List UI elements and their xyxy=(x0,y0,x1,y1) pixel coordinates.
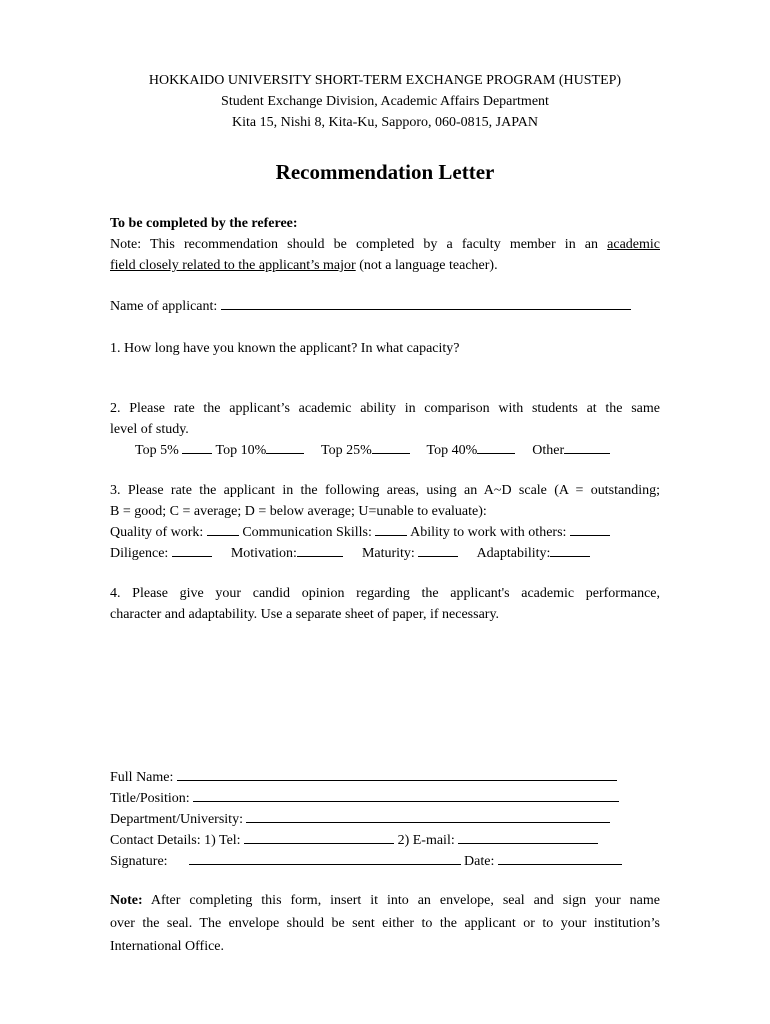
q2-line-1: 2. Please rate the applicant’s academic ability in comparison with students at the same xyxy=(110,401,660,416)
letterhead xyxy=(0,70,770,133)
option-other: Other xyxy=(532,443,565,458)
tel-field[interactable] xyxy=(244,831,394,844)
option-top-40: Top 40% xyxy=(426,443,478,458)
full-name-row xyxy=(110,767,640,788)
note-line-1 xyxy=(110,234,660,255)
referee-heading: To be completed by the referee: xyxy=(110,216,298,231)
adaptability-field[interactable] xyxy=(550,544,590,557)
adaptability-label: Adaptability: xyxy=(476,546,551,561)
question-2 xyxy=(110,398,660,461)
q3-line-2: B = good; C = average; D = below average; U=unable to evaluate): xyxy=(110,504,487,519)
q3-row-2 xyxy=(110,543,660,564)
signature-row xyxy=(110,851,640,872)
full-name-label: Full Name: xyxy=(110,770,174,785)
option-top-25: Top 25% xyxy=(321,443,372,458)
note-text: Note: This recommendation should be completed by a faculty member in an xyxy=(110,237,608,252)
email-field[interactable] xyxy=(458,831,598,844)
footer-note xyxy=(110,889,660,958)
diligence-field[interactable] xyxy=(172,544,212,557)
footer-line-1 xyxy=(110,889,660,912)
division-name: Student Exchange Division, Academic Affairs Department xyxy=(221,94,549,109)
question-3 xyxy=(110,480,660,564)
q2-line-2: level of study. xyxy=(110,422,189,437)
quality-field[interactable] xyxy=(207,523,239,536)
title-position-label: Title/Position: xyxy=(110,791,190,806)
university-name: HOKKAIDO UNIVERSITY SHORT-TERM EXCHANGE PROGRAM (HUSTEP) xyxy=(148,73,622,88)
footer-line-3: International Office. xyxy=(110,939,225,954)
department-field[interactable] xyxy=(246,810,610,823)
option-top-5-field[interactable] xyxy=(182,441,212,454)
diligence-label: Diligence: xyxy=(110,546,169,561)
address: Kita 15, Nishi 8, Kita-Ku, Sapporo, 060-0815, JAPAN xyxy=(232,115,538,130)
page-title: Recommendation Letter xyxy=(275,160,495,184)
signature-block xyxy=(110,767,640,872)
full-name-field[interactable] xyxy=(177,768,617,781)
motivation-label: Motivation: xyxy=(230,546,297,561)
option-top-10: Top 10% xyxy=(215,443,267,458)
communication-field[interactable] xyxy=(375,523,407,536)
note-line-2 xyxy=(110,255,660,276)
question-4 xyxy=(110,583,660,625)
footer-line-2: over the seal. The envelope should be sent either to the applicant or to your institution’s xyxy=(110,916,660,931)
note-end: (not a language teacher). xyxy=(355,258,498,273)
signature-field[interactable] xyxy=(189,852,461,865)
maturity-field[interactable] xyxy=(418,544,458,557)
ability-field[interactable] xyxy=(570,523,610,536)
option-other-field[interactable] xyxy=(564,441,610,454)
date-label: Date: xyxy=(464,854,495,869)
q4-line-2: character and adaptability. Use a separate sheet of paper, if necessary. xyxy=(110,607,500,622)
tel-label: Contact Details: 1) Tel: xyxy=(110,833,241,848)
option-top-40-field[interactable] xyxy=(477,441,515,454)
applicant-name-label: Name of applicant: xyxy=(110,299,218,314)
question-1: 1. How long have you known the applicant? In what capacity? xyxy=(110,341,460,356)
quality-label: Quality of work: xyxy=(110,525,204,540)
ability-label: Ability to work with others: xyxy=(410,525,567,540)
note-underline-1: academic xyxy=(607,237,660,252)
note-underline-2: field closely related to the applicant’s major xyxy=(110,258,356,273)
option-top-25-field[interactable] xyxy=(372,441,410,454)
footer-note-label: Note: xyxy=(110,893,143,908)
motivation-field[interactable] xyxy=(297,544,343,557)
applicant-name-row xyxy=(110,296,660,317)
q2-options xyxy=(110,440,660,461)
title-position-row xyxy=(110,788,640,809)
option-top-10-field[interactable] xyxy=(266,441,304,454)
date-field[interactable] xyxy=(498,852,622,865)
footer-text-1: After completing this form, insert it into an envelope, seal and sign your name xyxy=(142,893,660,908)
q3-row-1 xyxy=(110,522,660,543)
option-top-5: Top 5% xyxy=(135,443,179,458)
email-label: 2) E-mail: xyxy=(397,833,455,848)
department-row xyxy=(110,809,640,830)
communication-label: Communication Skills: xyxy=(242,525,372,540)
department-label: Department/University: xyxy=(110,812,243,827)
q3-line-1: 3. Please rate the applicant in the following areas, using an A~D scale (A = outstanding; xyxy=(110,483,660,498)
maturity-label: Maturity: xyxy=(361,546,415,561)
signature-label: Signature: xyxy=(110,854,168,869)
referee-note xyxy=(110,213,660,276)
q4-line-1: 4. Please give your candid opinion regarding the applicant's academic performance, xyxy=(110,586,660,601)
applicant-name-field[interactable] xyxy=(221,297,631,310)
title-position-field[interactable] xyxy=(193,789,619,802)
contact-row xyxy=(110,830,640,851)
